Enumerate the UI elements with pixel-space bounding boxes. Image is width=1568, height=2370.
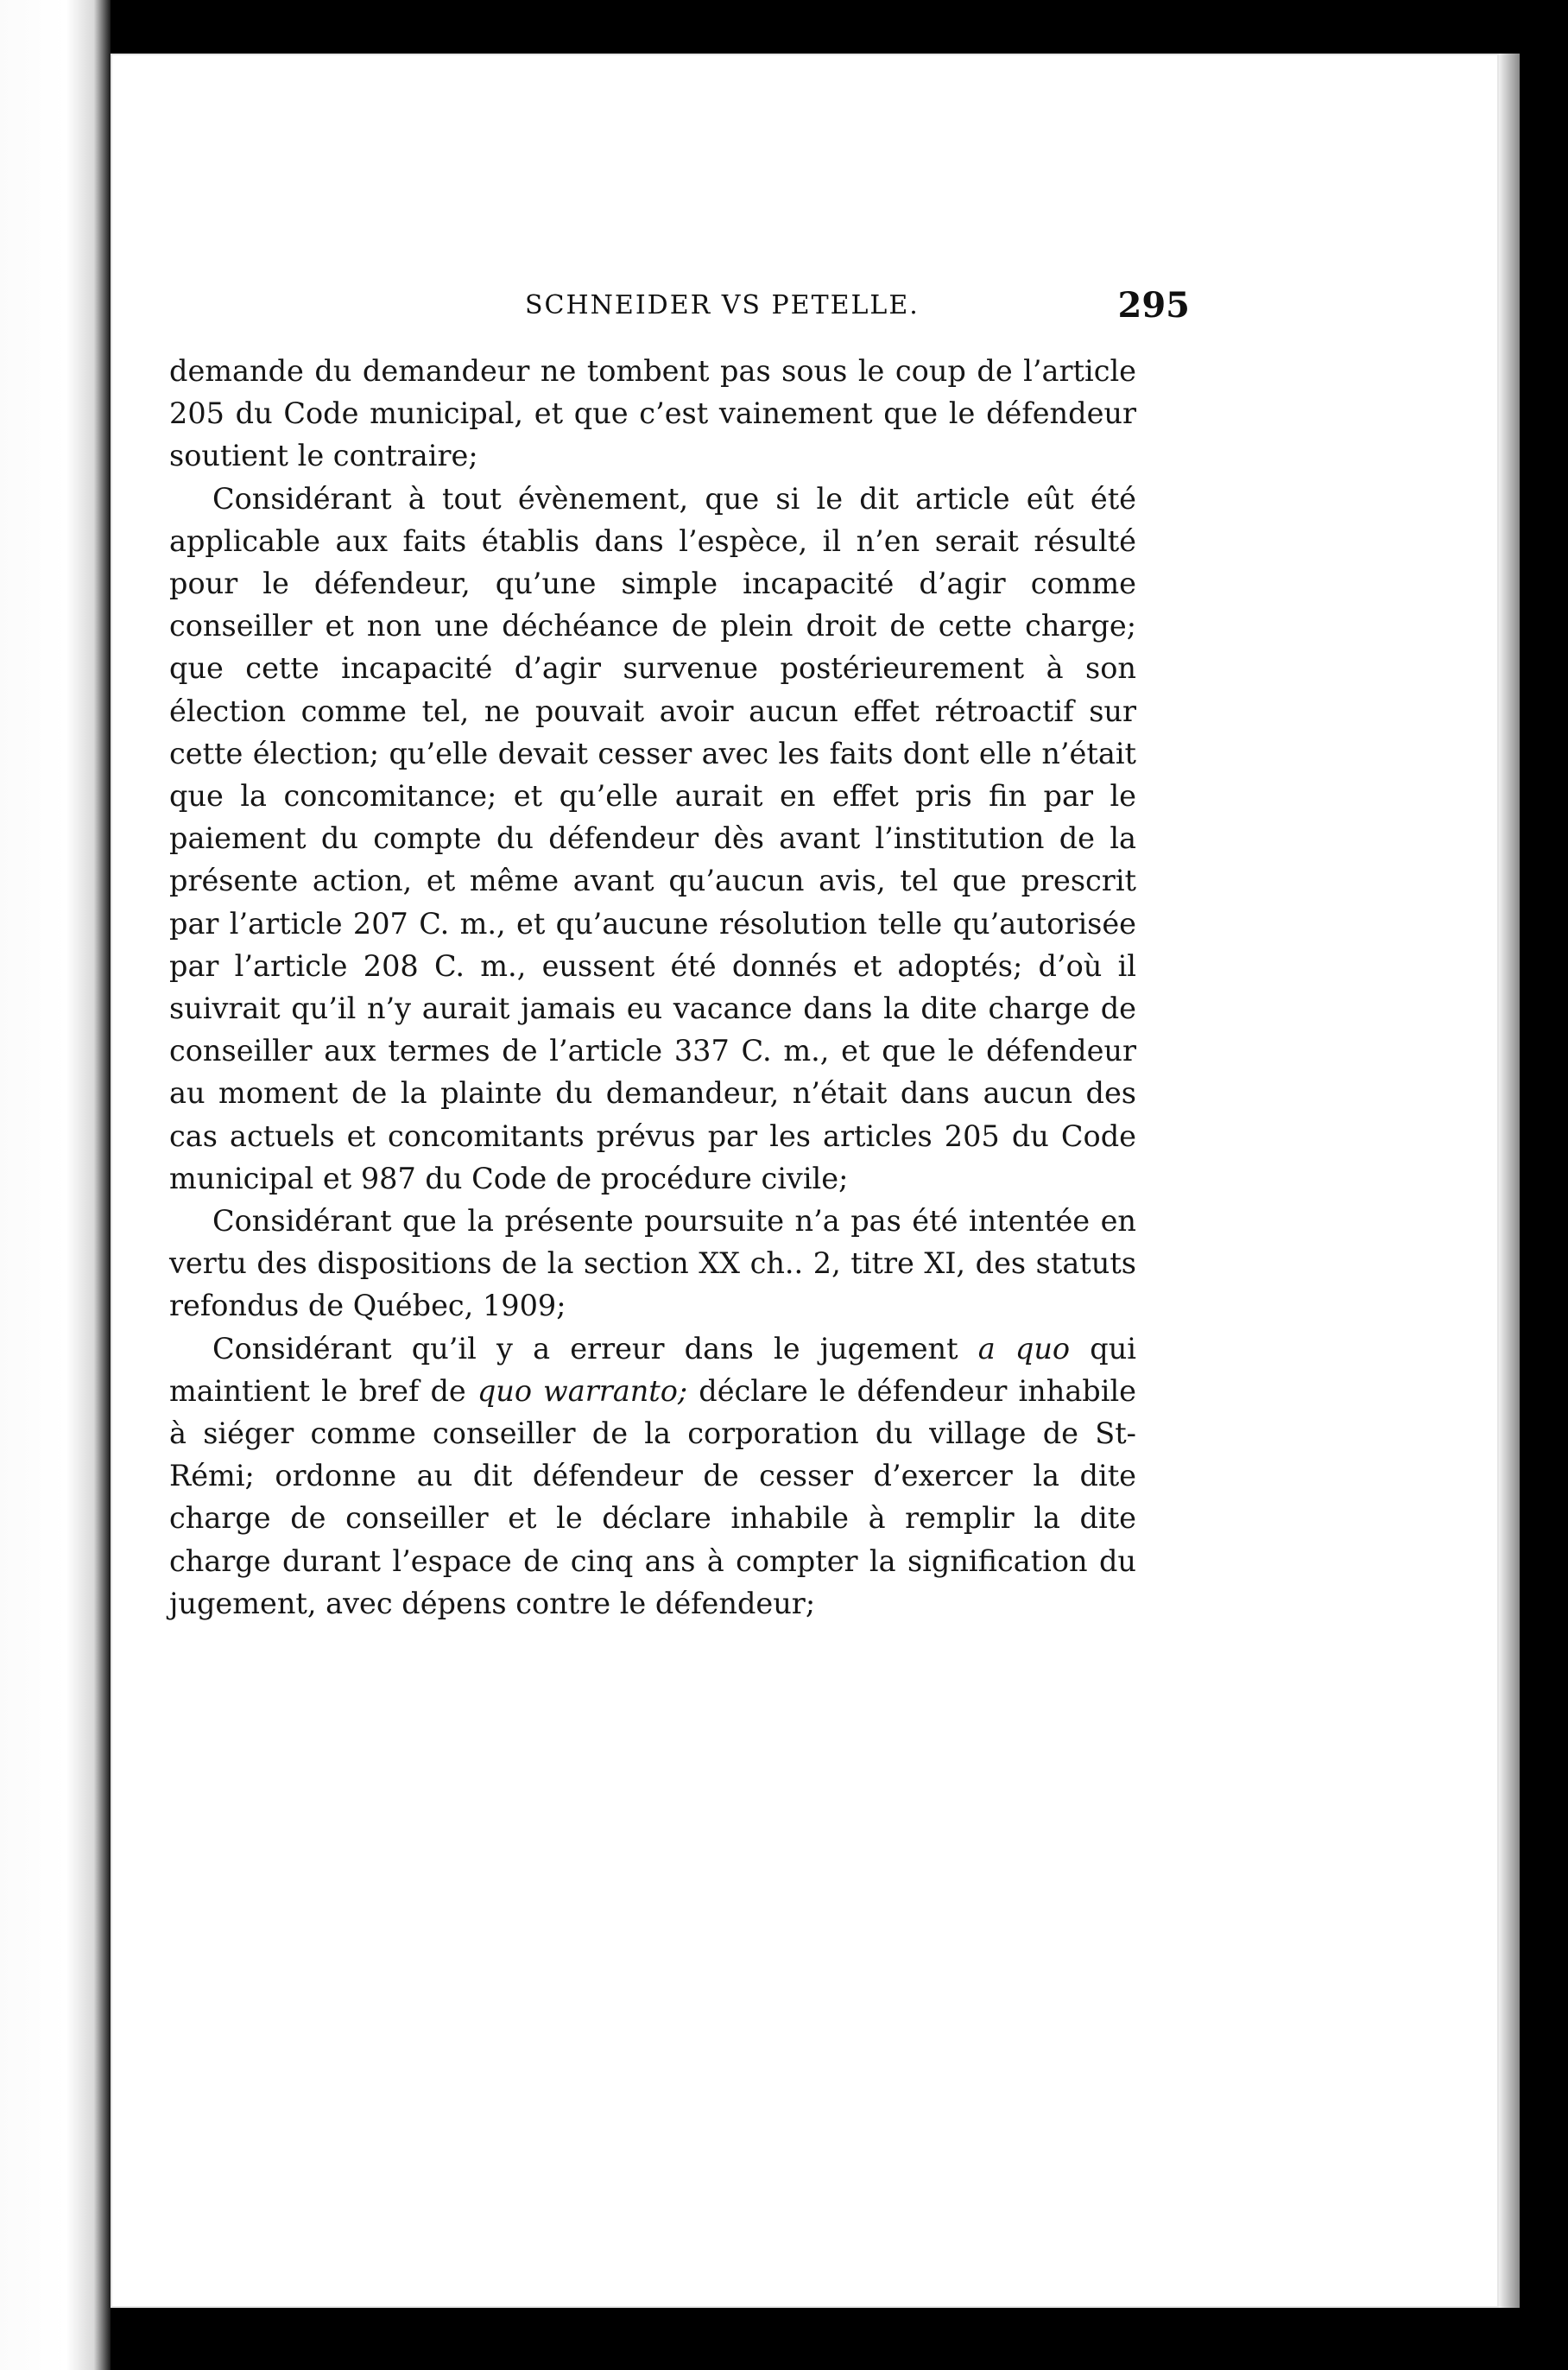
italic-phrase: quo warranto; [477, 1373, 688, 1408]
body-text [169, 350, 1136, 1625]
paragraph-text: qui maintient le bref de [169, 1331, 1136, 1408]
paragraph [169, 1200, 1136, 1328]
paragraph-text: Considérant à tout évènement, que si le dit article eût été applicable aux faits établis dans l’espèce, il n’en serait résulté pour le défendeur, qu’une simple incapacité d’agir comme conseiller et non une déchéance de plein droit de cette charge; que cette incapacité d’agir survenue postérieurement à son élection comme tel, ne pouvait avoir aucun effet rétroactif sur cette élection; qu’elle devait cesser avec les faits dont elle n’était que la concomitance; et qu’elle aurait en effet pris fin par le paiement du compte du défendeur dès avant l’institution de la présente action, et même avant qu’aucun avis, tel que prescrit par l’article 207 C. m., et qu’aucune résolution telle qu’autorisée par l’article 208 C. m., eussent été donnés et adoptés; d’où il suivrait qu’il n’y aurait jamais eu vacance dans la dite charge de conseiller aux termes de l’article 337 C. m., et que le défendeur au moment de la plainte du demandeur, n’était dans aucun des cas actuels et concomitants prévus par les articles 205 du Code municipal et 987 du Code de procédure civile; [169, 481, 1136, 1195]
paragraph-text: demande du demandeur ne tombent pas sous le coup de l’article 205 du Code municipal, et que c’est vainement que le défendeur soutient le contraire; [169, 354, 1136, 473]
paragraph [169, 350, 1136, 478]
facing-page-edge [0, 0, 111, 2370]
italic-phrase: a quo [977, 1331, 1071, 1366]
paragraph-text: Considérant que la présente poursuite n’a pas été intentée en vertu des dispositions de la section XX ch.. 2, titre XI, des statuts refondus de Québec, 1909; [169, 1204, 1136, 1323]
page-number: 295 [1117, 285, 1190, 326]
running-title: SCHNEIDER VS PETELLE. [525, 290, 920, 320]
page-edge-shadow [1499, 54, 1520, 2308]
paragraph-text: Considérant qu’il y a erreur dans le jugement [212, 1331, 978, 1366]
paragraph [169, 478, 1136, 1200]
paragraph-text: déclare le défendeur inhabile à siéger comme conseiller de la corporation du village de St-Rémi; ordonne au dit défendeur de cesser d’exercer la dite charge de conseiller et le déclare inhabile à remplir la dite charge durant l’espace de cinq ans à compter la signification du jugement, avec dépens contre le défendeur; [169, 1373, 1137, 1620]
running-head [413, 285, 1190, 337]
paragraph [169, 1328, 1136, 1625]
